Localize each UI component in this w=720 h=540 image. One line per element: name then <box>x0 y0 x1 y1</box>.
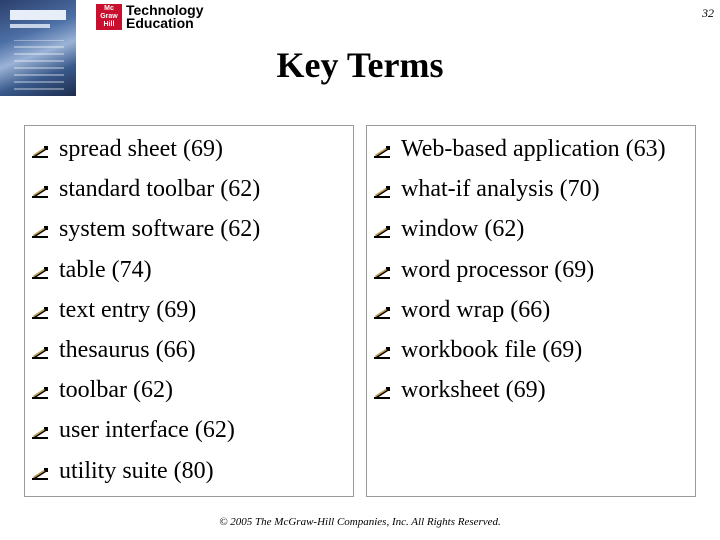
term-text: system software (62) <box>59 216 261 243</box>
term-text: word processor (69) <box>401 256 595 283</box>
terms-list-right <box>367 126 695 407</box>
arrow-bullet-icon <box>373 264 391 280</box>
term-item <box>25 253 353 287</box>
term-text: utility suite (80) <box>59 457 214 484</box>
term-text: text entry (69) <box>59 296 197 323</box>
term-item <box>367 132 695 166</box>
term-text: spread sheet (69) <box>59 136 223 162</box>
arrow-bullet-icon <box>31 465 49 481</box>
term-item <box>367 212 695 246</box>
arrow-bullet-icon <box>373 143 391 159</box>
arrow-bullet-icon <box>31 223 49 239</box>
terms-panel-right <box>366 125 696 497</box>
term-text: thesaurus (66) <box>59 336 196 363</box>
copyright-footer: © 2005 The McGraw-Hill Companies, Inc. All Rights Reserved. <box>219 516 501 528</box>
brand-name: Technology Education <box>126 2 204 31</box>
term-item <box>25 132 353 166</box>
term-text: word wrap (66) <box>401 296 551 323</box>
term-item <box>367 253 695 287</box>
mcgraw-hill-logo: Mc Graw Hill <box>96 4 122 30</box>
arrow-bullet-icon <box>31 344 49 360</box>
term-item <box>367 172 695 206</box>
arrow-bullet-icon <box>373 384 391 400</box>
term-text: user interface (62) <box>59 417 235 444</box>
arrow-bullet-icon <box>31 183 49 199</box>
term-text: toolbar (62) <box>59 377 173 404</box>
term-item <box>367 373 695 407</box>
arrow-bullet-icon <box>373 344 391 360</box>
term-text: Web-based application (63) <box>401 136 666 162</box>
publisher-brand <box>96 4 204 32</box>
term-item <box>25 293 353 327</box>
arrow-bullet-icon <box>373 304 391 320</box>
terms-panel-left <box>24 125 354 497</box>
page-title: Key Terms <box>276 45 444 85</box>
term-text: window (62) <box>401 216 525 243</box>
arrow-bullet-icon <box>373 223 391 239</box>
page-number: 32 <box>702 6 714 20</box>
term-item <box>25 172 353 206</box>
term-item <box>25 373 353 407</box>
terms-list-left <box>25 126 353 488</box>
term-text: table (74) <box>59 256 152 283</box>
term-item <box>25 212 353 246</box>
term-text: worksheet (69) <box>401 377 546 404</box>
term-item <box>25 333 353 367</box>
term-text: standard toolbar (62) <box>59 176 261 203</box>
arrow-bullet-icon <box>31 143 49 159</box>
term-item <box>25 413 353 447</box>
term-item <box>25 454 353 488</box>
arrow-bullet-icon <box>373 183 391 199</box>
arrow-bullet-icon <box>31 304 49 320</box>
term-text: what-if analysis (70) <box>401 176 600 203</box>
arrow-bullet-icon <box>31 384 49 400</box>
term-item <box>367 293 695 327</box>
term-text: workbook file (69) <box>401 336 583 363</box>
term-item <box>367 333 695 367</box>
arrow-bullet-icon <box>31 264 49 280</box>
arrow-bullet-icon <box>31 424 49 440</box>
